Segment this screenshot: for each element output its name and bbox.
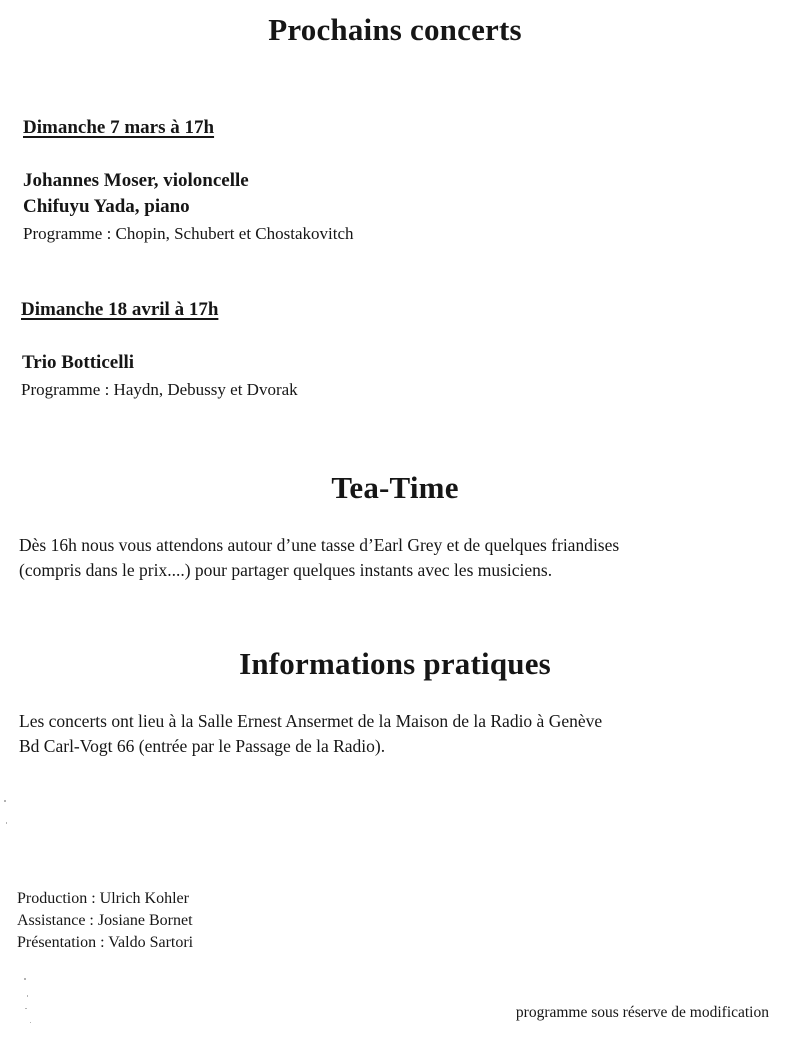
infos-line-1: Les concerts ont lieu à la Salle Ernest Ansermet de la Maison de la Radio à Genève xyxy=(19,711,603,731)
concert-1-date: Dimanche 7 mars à 17h xyxy=(23,117,215,138)
credit-production: Production : Ulrich Kohler xyxy=(17,890,189,907)
tea-time-title: Tea-Time xyxy=(331,470,459,505)
concert-2-artist-1: Trio Botticelli xyxy=(22,352,135,373)
tea-time-line-2: (compris dans le prix....) pour partager quelques instants avec les musiciens. xyxy=(19,560,553,580)
page-title: Prochains concerts xyxy=(268,12,522,47)
credit-presentation: Présentation : Valdo Sartori xyxy=(17,934,194,951)
footer-note: programme sous réserve de modification xyxy=(515,1004,769,1021)
credit-assistance: Assistance : Josiane Bornet xyxy=(17,912,193,929)
concert-2-date: Dimanche 18 avril à 17h xyxy=(21,299,219,320)
concert-1-programme: Programme : Chopin, Schubert et Chostakovitch xyxy=(23,224,354,243)
infos-title: Informations pratiques xyxy=(239,646,551,681)
concert-1-artist-1: Johannes Moser, violoncelle xyxy=(23,170,249,191)
tea-time-line-1: Dès 16h nous vous attendons autour d’une tasse d’Earl Grey et de quelques friandises xyxy=(19,535,620,555)
concert-2-programme: Programme : Haydn, Debussy et Dvorak xyxy=(21,380,298,399)
infos-line-2: Bd Carl-Vogt 66 (entrée par le Passage de la Radio). xyxy=(19,736,386,756)
concert-1-artist-2: Chifuyu Yada, piano xyxy=(23,196,190,217)
